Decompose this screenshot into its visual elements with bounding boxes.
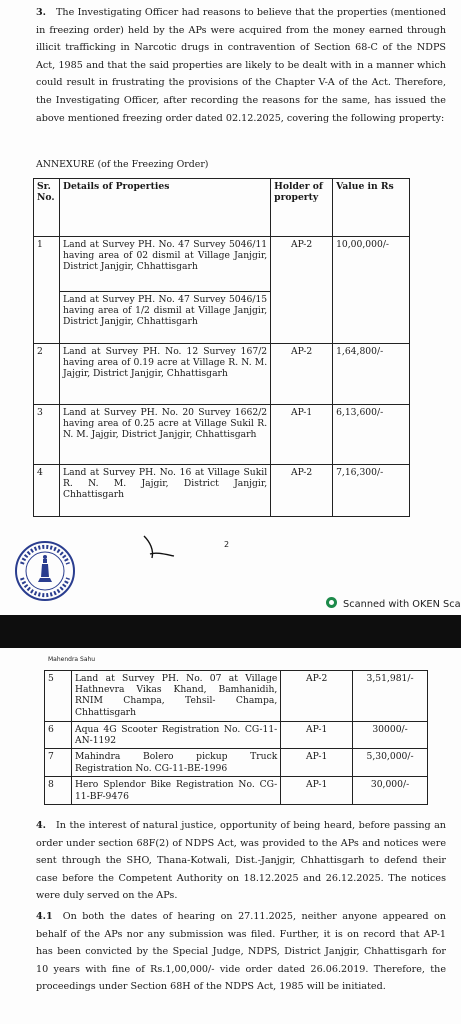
cell-value: 1,64,800/- xyxy=(333,344,410,405)
header-details: Details of Properties xyxy=(59,179,270,237)
cell-holder: AP-1 xyxy=(281,722,353,749)
table-row xyxy=(45,722,428,749)
cell-sr: 2 xyxy=(34,344,60,405)
cell-value: 30000/- xyxy=(353,722,428,749)
cell-sr: 5 xyxy=(45,671,72,722)
annexure-title: ANNEXURE (of the Freezing Order) xyxy=(36,159,209,170)
official-seal-icon xyxy=(14,540,76,602)
cell-holder: AP-2 xyxy=(281,671,353,722)
cell-value: 3,51,981/- xyxy=(353,671,428,722)
header-value: Value in Rs xyxy=(333,179,410,237)
table-row xyxy=(45,749,428,777)
cell-value: 30,000/- xyxy=(353,777,428,805)
cell-value: 5,30,000/- xyxy=(353,749,428,777)
cell-holder: AP-2 xyxy=(271,344,333,405)
table-row xyxy=(34,465,410,517)
cell-sr: 7 xyxy=(45,749,72,777)
paragraph-4-1 xyxy=(36,908,446,996)
cell-details: Mahindra Bolero pickup Truck Registration No. CG-11-BE-1996 xyxy=(71,749,280,777)
cell-details: Aqua 4G Scooter Registration No. CG-11-AN-1192 xyxy=(71,722,280,749)
cell-sr: 6 xyxy=(45,722,72,749)
page-number: 2 xyxy=(224,540,230,549)
cell-sr: 1 xyxy=(34,237,60,344)
cell-sr: 8 xyxy=(45,777,72,805)
page-divider xyxy=(0,615,461,648)
paragraph-3 xyxy=(36,4,446,127)
cell-details: Land at Survey PH. No. 12 Survey 167/2 having area of 0.19 acre at Village R. N. M. Jajgir, District Janjgir, Chhattisgarh xyxy=(59,344,270,405)
cell-value: 7,16,300/- xyxy=(333,465,410,517)
header-sr-no: Sr. No. xyxy=(34,179,60,237)
paragraph-number: 4.1 xyxy=(36,911,53,922)
cell-value: 6,13,600/- xyxy=(333,405,410,465)
paragraph-text: The Investigating Officer had reasons to believe that the properties (mentioned in freezing order) held by the APs were acquired from the money earned through illicit trafficking in Narcotic drugs in contravention of Section 68-C of the NDPS Act, 1985 and that the said properties are likely to be dealt with in a manner which could result in frustrating the provisions of the Chapter V-A of the Act. Therefore, the Investigating Officer, after recording the reasons for the same, has issued the above mentioned freezing order dated 02.12.2025, covering the following property: xyxy=(36,7,446,124)
oken-scanner-icon xyxy=(326,597,337,608)
paragraph-text: In the interest of natural justice, opportunity of being heard, before passing an order under section 68F(2) of NDPS Act, was provided to the APs and notices were sent through the SHO, Thana-Kotwali, Dist.-Janjgir, Chhattisgarh to defend their case before the Competent Authority on 18.12.2025 and 26.12.2025. The notices were duly served on the APs. xyxy=(36,820,446,902)
paragraph-number: 4. xyxy=(36,820,47,831)
paragraph-text: On both the dates of hearing on 27.11.2025, neither anyone appeared on behalf of the APs nor any submission was filed. Further, it is on record that AP-1 has been convicted by the Special Judge, NDPS, District Janjgir, Chhattisgarh for 10 years with fine of Rs.1,00,000/- vide order dated 26.06.2019. Therefore, the proceedings under Section 68H of the NDPS Act, 1985 will be initiated. xyxy=(36,911,446,993)
cell-details: Land at Survey PH. No. 47 Survey 5046/11 having area of 02 dismil at Village Janjgir, District Janjgir, Chhattisgarh xyxy=(59,237,270,292)
header-holder: Holder of property xyxy=(271,179,333,237)
table-row xyxy=(34,237,410,292)
cell-sr: 3 xyxy=(34,405,60,465)
cell-holder: AP-1 xyxy=(271,405,333,465)
cell-holder: AP-2 xyxy=(271,465,333,517)
cell-holder: AP-1 xyxy=(281,749,353,777)
table-row xyxy=(45,777,428,805)
cell-sr: 4 xyxy=(34,465,60,517)
scanned-watermark xyxy=(326,597,461,610)
annexure-table xyxy=(33,178,410,517)
annexure-table-continued xyxy=(44,670,428,805)
cell-details: Land at Survey PH. No. 16 at Village Sukil R. N. M. Jajgir, District Janjgir, Chhattisgarh xyxy=(59,465,270,517)
cell-value: 10,00,000/- xyxy=(333,237,410,344)
signature-icon xyxy=(140,532,180,562)
cell-details: Hero Splendor Bike Registration No. CG-11-BF-9476 xyxy=(71,777,280,805)
table-row xyxy=(34,405,410,465)
cell-details: Land at Survey PH. No. 07 at Village Hathnevra Vikas Khand, Bamhanidih, RNIM Champa, Tehsil- Champa, Chhattisgarh xyxy=(71,671,280,722)
paragraph-number: 3. xyxy=(36,7,47,18)
paragraph-4 xyxy=(36,817,446,905)
page-header-name: Mahendra Sahu xyxy=(48,656,96,663)
table-row xyxy=(34,344,410,405)
table-row xyxy=(45,671,428,722)
cell-details: Land at Survey PH. No. 20 Survey 1662/2 having area of 0.25 acre at Village Sukil R. N. M. Jajgir, District Janjgir, Chhattisgarh xyxy=(59,405,270,465)
cell-details: Land at Survey PH. No. 47 Survey 5046/15 having area of 1/2 dismil at Village Janjgir, District Janjgir, Chhattisgarh xyxy=(59,292,270,344)
scanned-label: Scanned with OKEN Sca xyxy=(343,599,461,610)
cell-holder: AP-1 xyxy=(281,777,353,805)
table-header-row xyxy=(34,179,410,237)
cell-holder: AP-2 xyxy=(271,237,333,344)
